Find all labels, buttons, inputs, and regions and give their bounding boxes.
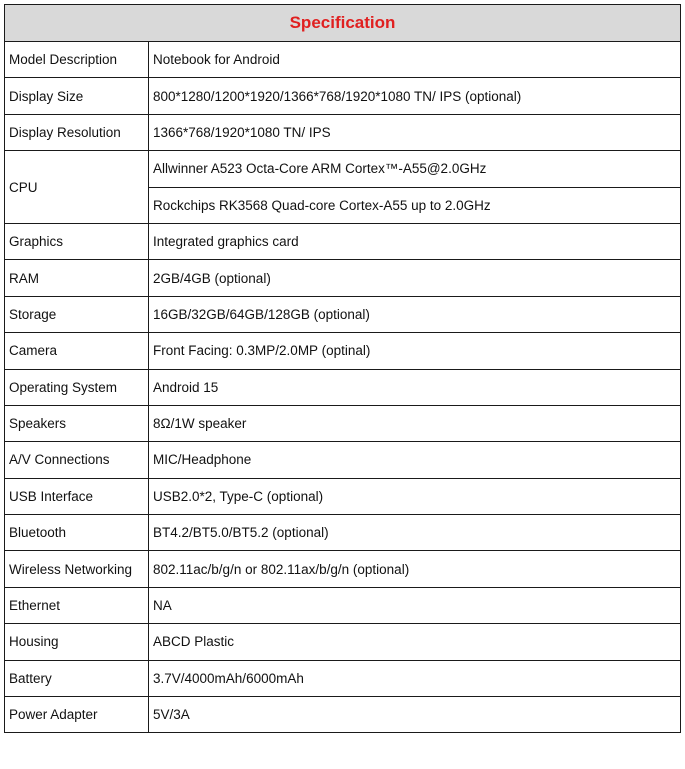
row-value: Integrated graphics card: [149, 223, 681, 259]
table-row-housing: [5, 624, 681, 660]
table-row-storage: [5, 296, 681, 332]
row-value: NA: [149, 587, 681, 623]
table-row-power-adapter: [5, 697, 681, 733]
row-value: MIC/Headphone: [149, 442, 681, 478]
row-label: Display Size: [5, 78, 149, 114]
row-label: Camera: [5, 333, 149, 369]
specification-table: [4, 4, 681, 733]
table-row-display-size: [5, 78, 681, 114]
table-row-camera: [5, 333, 681, 369]
table-row-ram: [5, 260, 681, 296]
row-label: Storage: [5, 296, 149, 332]
row-label: Battery: [5, 660, 149, 696]
row-label: RAM: [5, 260, 149, 296]
row-label: Model Description: [5, 42, 149, 78]
table-row-ethernet: [5, 587, 681, 623]
row-label: Operating System: [5, 369, 149, 405]
row-label: USB Interface: [5, 478, 149, 514]
row-value: BT4.2/BT5.0/BT5.2 (optional): [149, 515, 681, 551]
table-row-battery: [5, 660, 681, 696]
row-label: Display Resolution: [5, 114, 149, 150]
row-label: Graphics: [5, 223, 149, 259]
row-value: 5V/3A: [149, 697, 681, 733]
row-label: Ethernet: [5, 587, 149, 623]
row-value: 2GB/4GB (optional): [149, 260, 681, 296]
table-row-display-resolution: [5, 114, 681, 150]
row-value: Allwinner A523 Octa-Core ARM Cortex™-A55@2.0GHz: [149, 151, 681, 187]
table-row-av-connections: [5, 442, 681, 478]
row-value: 800*1280/1200*1920/1366*768/1920*1080 TN/ IPS (optional): [149, 78, 681, 114]
row-value: 3.7V/4000mAh/6000mAh: [149, 660, 681, 696]
table-row-speakers: [5, 405, 681, 441]
row-label: Housing: [5, 624, 149, 660]
row-value: 802.11ac/b/g/n or 802.11ax/b/g/n (optional): [149, 551, 681, 587]
row-value: Rockchips RK3568 Quad-core Cortex-A55 up to 2.0GHz: [149, 187, 681, 223]
table-row-wireless-networking: [5, 551, 681, 587]
row-value: Notebook for Android: [149, 42, 681, 78]
row-value: 1366*768/1920*1080 TN/ IPS: [149, 114, 681, 150]
table-row-operating-system: [5, 369, 681, 405]
table-header-row: [5, 5, 681, 42]
row-label: Speakers: [5, 405, 149, 441]
row-label: CPU: [5, 151, 149, 224]
row-value: Front Facing: 0.3MP/2.0MP (optinal): [149, 333, 681, 369]
row-value: USB2.0*2, Type-C (optional): [149, 478, 681, 514]
row-value: 8Ω/1W speaker: [149, 405, 681, 441]
table-row-cpu: [5, 151, 681, 187]
row-value: 16GB/32GB/64GB/128GB (optional): [149, 296, 681, 332]
row-label: Power Adapter: [5, 697, 149, 733]
row-label: Wireless Networking: [5, 551, 149, 587]
row-label: A/V Connections: [5, 442, 149, 478]
row-value: Android 15: [149, 369, 681, 405]
row-label: Bluetooth: [5, 515, 149, 551]
table-row-graphics: [5, 223, 681, 259]
table-title: Specification: [5, 5, 681, 42]
table-row-usb-interface: [5, 478, 681, 514]
table-row-model-description: [5, 42, 681, 78]
table-row-bluetooth: [5, 515, 681, 551]
row-value: ABCD Plastic: [149, 624, 681, 660]
